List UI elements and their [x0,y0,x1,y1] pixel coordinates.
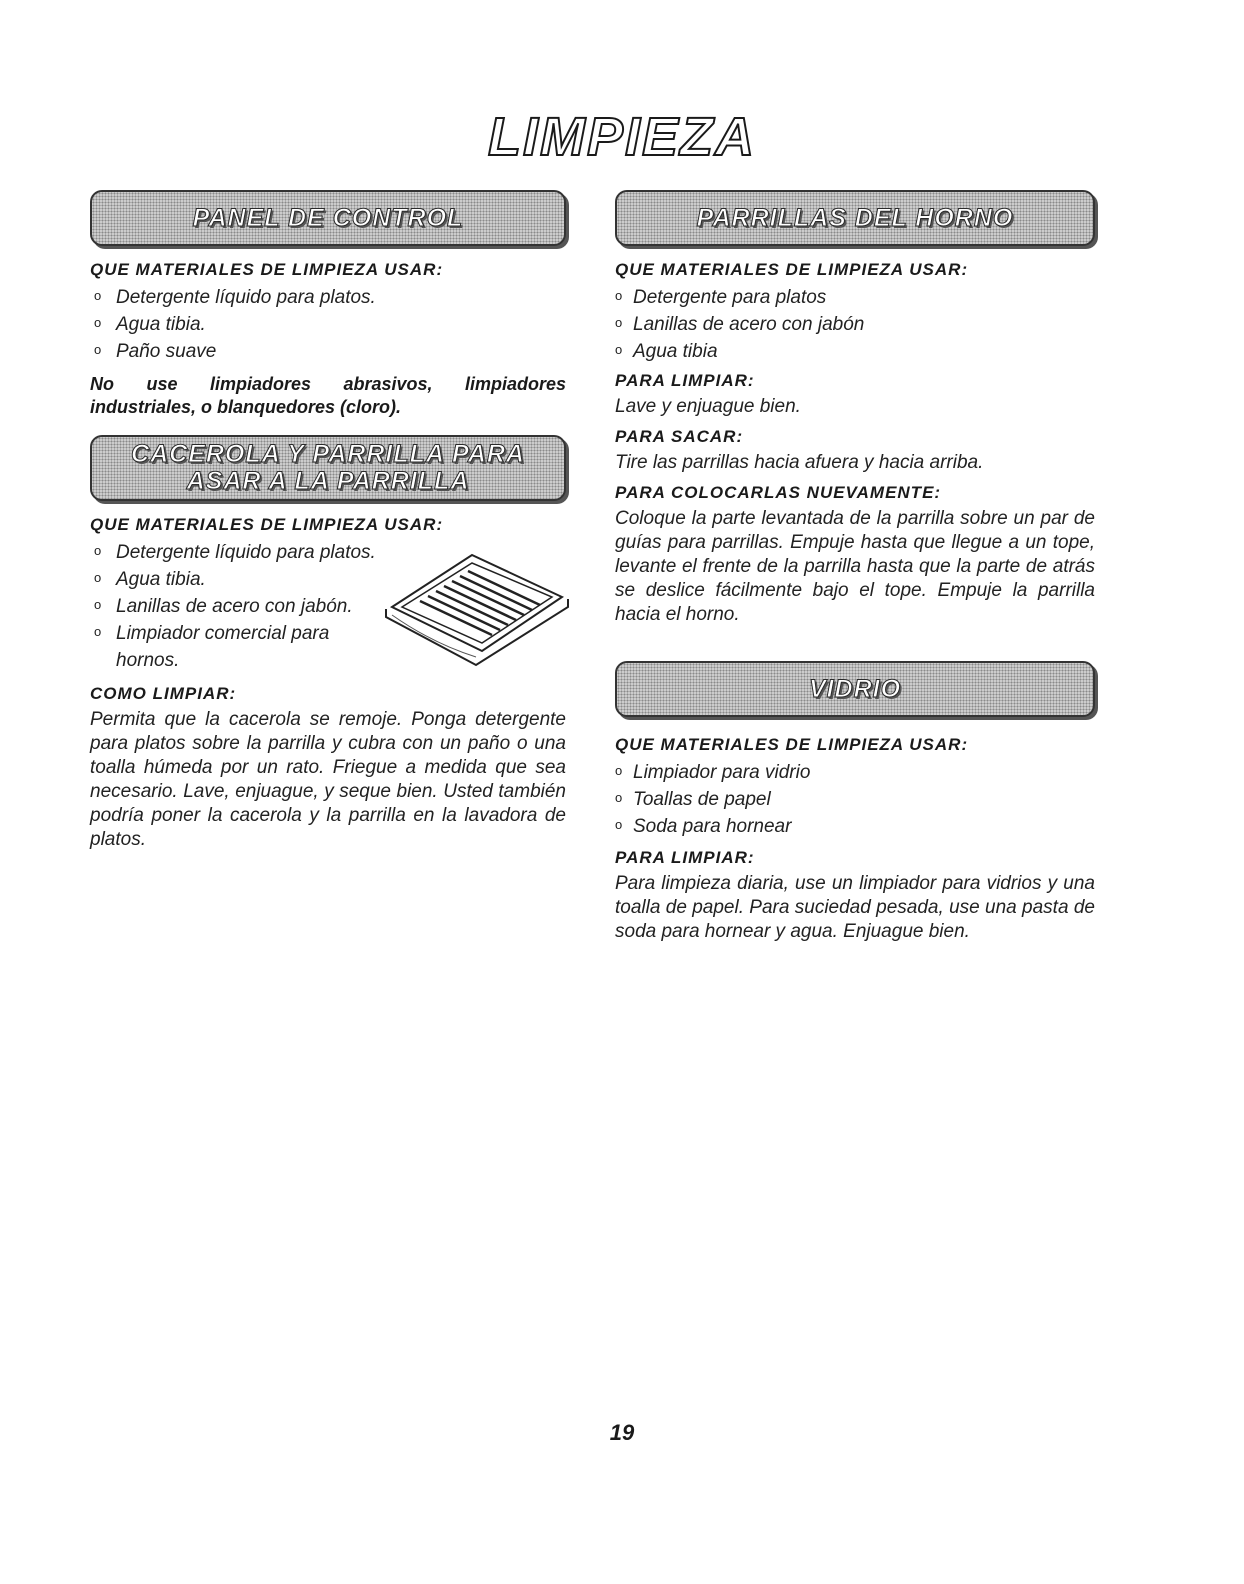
list-item: o Lanillas de acero con jabón [615,311,1095,338]
materials-list [615,284,1095,365]
section-heading: PARA LIMPIAR: [615,371,755,390]
list-item: o Agua tibia [615,338,1095,365]
materials-list [615,759,1095,840]
instructions-text: Coloque la parte levantada de la parrilla sobre un par de guías para parrillas. Empuje hasta que llegue a un tope, levante el frente de la parrilla hasta que la parte de atrás se deslice fácilmente bajo el tope. Empuje la parrilla hacia el horno. [615,508,1095,625]
list-item: o Detergente líquido para platos. [90,539,566,566]
list-item: o Soda para hornear [615,813,1095,840]
page-title: LIMPIEZA [488,107,756,167]
section-heading: QUE MATERIALES DE LIMPIEZA USAR: [90,260,444,279]
section-heading: QUE MATERIALES DE LIMPIEZA USAR: [615,735,969,754]
banner-line: CACEROLA Y PARRILLA PARA [131,440,525,468]
banner-parrillas-del-horno [615,190,1095,246]
banner-text: VIDRIO [808,674,902,703]
right-column [615,190,1095,944]
banner-text: PANEL DE CONTROL [192,203,464,232]
banner-text [131,441,525,495]
list-item: o Toallas de papel [615,786,1095,813]
banner-vidrio [615,661,1095,717]
broiler-pan-icon [372,547,572,667]
list-item: o Detergente líquido para platos. [90,284,566,311]
warning-text: No use limpiadores abrasivos, limpiadores industriales, o blanquedores (cloro). [90,374,566,417]
list-item: o Paño suave [90,338,566,365]
list-item: o Detergente para platos [615,284,1095,311]
list-item: o Agua tibia. [90,566,566,593]
banner-panel-de-control [90,190,566,246]
instructions-text: Permita que la cacerola se remoje. Ponga detergente para platos sobre la parrilla y cubra con un paño o una toalla húmeda por un rato. Friegue a medida que sea necesario. Lave, enjuague, y seque bien. Usted también podría poner la cacerola y la parrilla en la lavadora de platos. [90,709,566,850]
section-heading: QUE MATERIALES DE LIMPIEZA USAR: [615,260,969,279]
banner-line: ASAR A LA PARRILLA [186,467,470,495]
materials-list [90,284,566,365]
banner-text: PARRILLAS DEL HORNO [696,203,1014,232]
list-item: o Lanillas de acero con jabón. [90,593,566,620]
section-heading: PARA COLOCARLAS NUEVAMENTE: [615,483,942,502]
list-item: o Agua tibia. [90,311,566,338]
page-number: 19 [609,1420,635,1445]
section-heading: COMO LIMPIAR: [90,684,237,703]
section-heading: PARA SACAR: [615,427,744,446]
materials-block [90,539,566,674]
left-column [90,190,566,852]
instructions-text: Lave y enjuague bien. [615,396,801,417]
instructions-text: Tire las parrillas hacia afuera y hacia arriba. [615,452,984,473]
section-heading: QUE MATERIALES DE LIMPIEZA USAR: [90,515,444,534]
section-heading: PARA LIMPIAR: [615,848,755,867]
banner-cacerola-parrilla [90,435,566,501]
list-item: o Limpiador para vidrio [615,759,1095,786]
list-item: o Limpiador comercial para hornos. [90,620,366,674]
instructions-text: Para limpieza diaria, use un limpiador para vidrios y una toalla de papel. Para suciedad pesada, use una pasta de soda para hornear y agua. Enjuague bien. [615,873,1095,942]
